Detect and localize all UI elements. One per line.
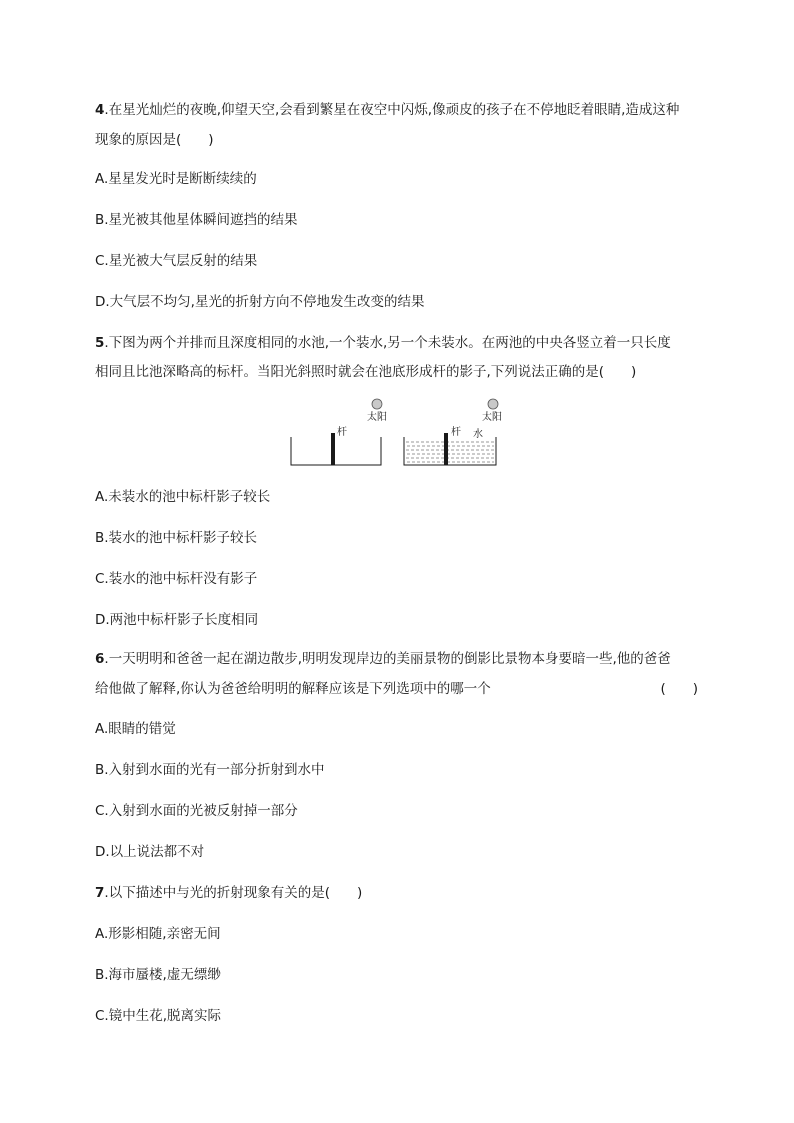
q6-stem-line1 <box>95 650 671 668</box>
q6-option-d: D.以上说法都不对 <box>95 844 205 860</box>
q4-option-c: C.星光被大气层反射的结果 <box>95 253 258 269</box>
pool-diagram <box>285 393 515 473</box>
left-pole-label: 杆 <box>337 427 347 438</box>
right-sun-icon <box>488 399 498 409</box>
q4-option-b: B.星光被其他星体瞬间遮挡的结果 <box>95 212 298 228</box>
left-pole <box>331 433 335 465</box>
q5-stem-text: .下图为两个并排而且深度相同的水池,一个装水,另一个未装水。在两池的中央各竖立着一只长度 <box>104 335 671 351</box>
q4-number: 4 <box>95 102 105 118</box>
q6-stem-text: .一天明明和爸爸一起在湖边散步,明明发现岸边的美丽景物的倒影比景物本身要暗一些,他的爸爸 <box>104 651 671 667</box>
left-sun-icon <box>372 399 382 409</box>
q5-option-b: B.装水的池中标杆影子较长 <box>95 530 258 546</box>
right-pole-label: 杆 <box>451 427 461 438</box>
water-body <box>404 439 496 465</box>
right-pole <box>444 433 448 465</box>
q4-option-a: A.星星发光时是断断续续的 <box>95 171 257 187</box>
q6-number: 6 <box>95 651 105 667</box>
q6-option-c: C.入射到水面的光被反射掉一部分 <box>95 803 298 819</box>
q4-stem-line2: 现象的原因是( ) <box>95 132 214 148</box>
q5-number: 5 <box>95 335 105 351</box>
q7-stem-line1 <box>95 884 362 902</box>
q6-option-a: A.眼睛的错觉 <box>95 721 176 737</box>
right-sun-label: 太阳 <box>482 412 502 423</box>
left-sun-label: 太阳 <box>367 412 387 423</box>
q4-option-d: D.大气层不均匀,星光的折射方向不停地发生改变的结果 <box>95 294 425 310</box>
q5-option-d: D.两池中标杆影子长度相同 <box>95 612 259 628</box>
water-pool <box>404 399 502 465</box>
water-label: 水 <box>473 429 483 440</box>
empty-pool <box>291 399 387 465</box>
q7-option-b: B.海市蜃楼,虚无缥缈 <box>95 967 221 983</box>
q6-answer-bracket: ( ) <box>660 681 698 697</box>
q7-number: 7 <box>95 885 105 901</box>
q5-option-c: C.装水的池中标杆没有影子 <box>95 571 258 587</box>
q7-option-a: A.形影相随,亲密无间 <box>95 926 221 942</box>
q5-stem-line2: 相同且比池深略高的标杆。当阳光斜照时就会在池底形成杆的影子,下列说法正确的是( ) <box>95 364 637 380</box>
q4-stem-line1 <box>95 101 679 119</box>
q4-stem-text: .在星光灿烂的夜晚,仰望天空,会看到繁星在夜空中闪烁,像顽皮的孩子在不停地眨着眼睛,造成这种 <box>104 102 680 118</box>
q7-option-c: C.镜中生花,脱离实际 <box>95 1008 222 1024</box>
q6-stem-line2: 给他做了解释,你认为爸爸给明明的解释应该是下列选项中的哪一个 <box>95 681 491 697</box>
q5-option-a: A.未装水的池中标杆影子较长 <box>95 489 271 505</box>
q6-option-b: B.入射到水面的光有一部分折射到水中 <box>95 762 325 778</box>
q5-stem-line1 <box>95 334 671 352</box>
q7-stem-text: .以下描述中与光的折射现象有关的是( ) <box>104 885 363 901</box>
